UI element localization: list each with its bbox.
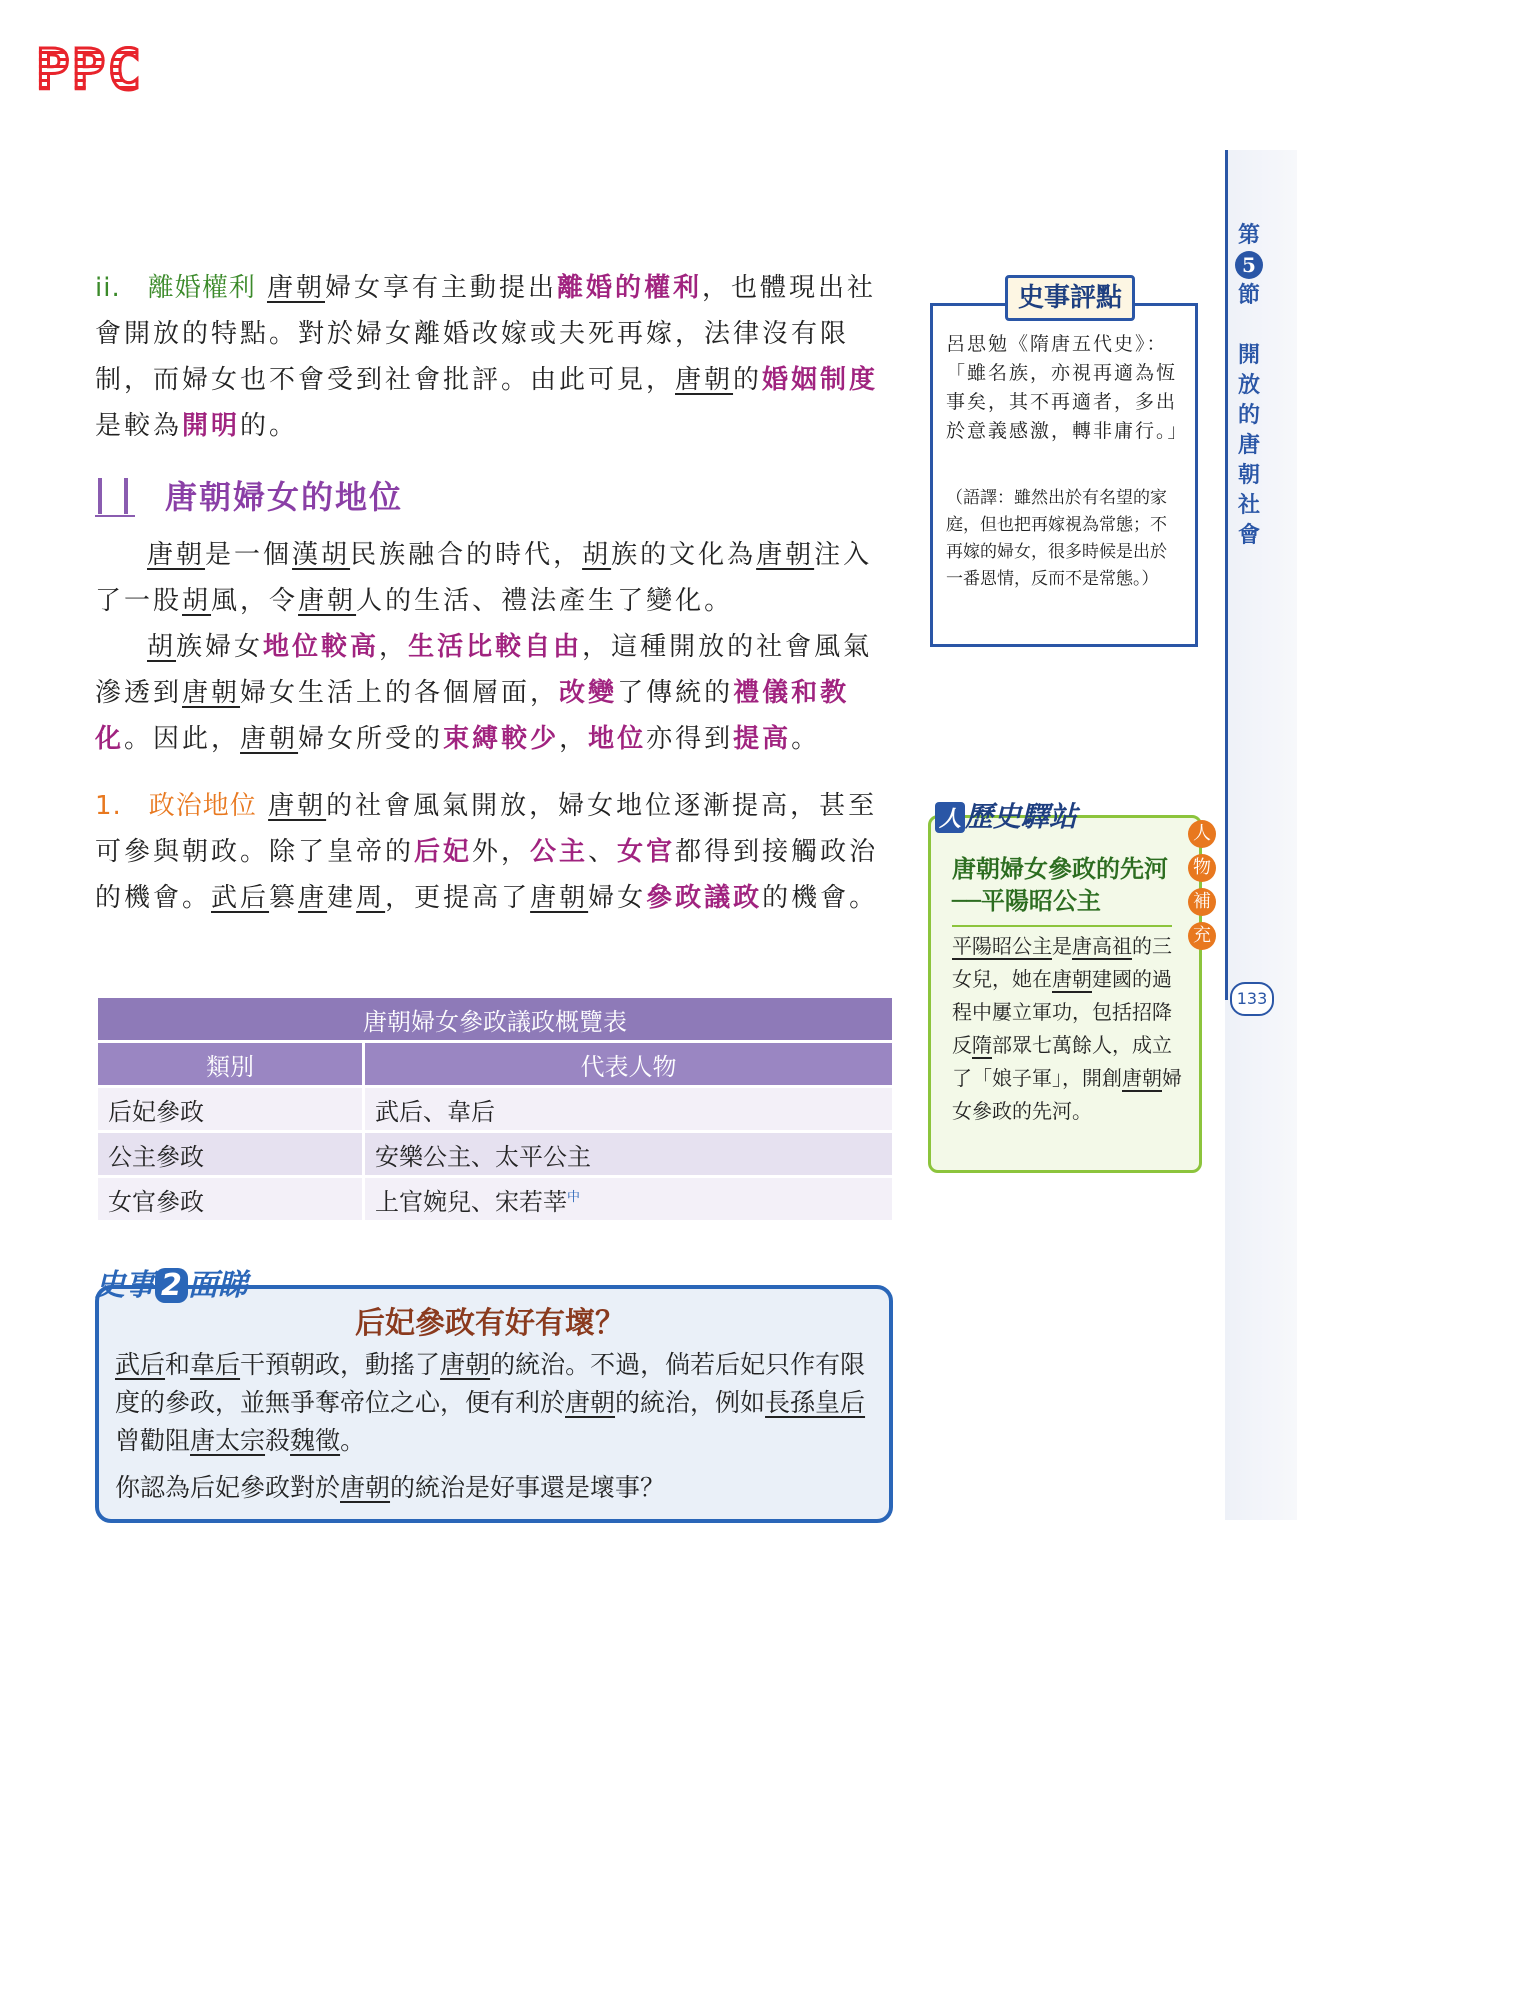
text-span: ，更提高了	[385, 883, 531, 913]
text-span: 周	[356, 883, 386, 913]
text-span: 唐朝	[182, 678, 241, 708]
text-span: 都得到接觸政治的機會。	[95, 837, 879, 913]
text-span: 長孫皇后	[765, 1388, 866, 1417]
chapter-suffix: 節	[1237, 282, 1260, 308]
text-span: 干預朝政，動搖了	[240, 1350, 441, 1379]
politics-label: 1. 政治地位	[95, 791, 257, 821]
text-span: 武后	[211, 883, 270, 913]
text-span: 的。	[240, 411, 299, 441]
table-cell: 公主參政	[98, 1133, 362, 1175]
table-cell: 后妃參政	[98, 1088, 362, 1130]
keyword: 公主	[530, 837, 589, 867]
text-span: 人的生活、禮法產生了變化。	[356, 586, 734, 616]
text-span: 的統治。不過，倘若后妃只作有限度的參政，並無爭奪帝位之心，便有利於	[115, 1350, 866, 1417]
table-cell: 女官參政	[98, 1178, 362, 1220]
text-span: 唐朝	[756, 540, 815, 570]
text-span: 唐高祖	[1072, 934, 1132, 958]
text-span: 建	[327, 883, 357, 913]
text-span: 隋	[972, 1033, 992, 1057]
divorce-paragraph	[95, 265, 895, 449]
badge-text: 面睇	[187, 1268, 248, 1303]
critique-quote: 呂思勉《隋唐五代史》：「雖名族，亦視再適為恆事矣，其不再適者，多出於意義感激，轉非庸行。」	[946, 333, 1189, 442]
text-span: 的	[733, 365, 763, 395]
text-span: 族婦女	[176, 632, 264, 662]
side-char: 人	[1188, 820, 1216, 848]
keyword: 參政議政	[646, 883, 763, 913]
text-span: 唐朝	[530, 883, 589, 913]
keyword: 地位	[588, 724, 647, 754]
table-row	[98, 1178, 892, 1220]
text-span: 。	[340, 1426, 366, 1455]
text-span: 唐朝	[675, 365, 734, 395]
figure-badge	[935, 795, 1077, 835]
text-span: 注入了一股	[95, 540, 873, 616]
table-caption: 唐朝婦女參政議政概覽表	[98, 998, 892, 1040]
text-span: 殺	[265, 1426, 291, 1455]
text-span: 篡	[269, 883, 299, 913]
text-span: 唐朝	[147, 540, 206, 570]
text-span: 建國的過程中屢立軍功，包括招降反	[952, 967, 1172, 1057]
text-span: 唐朝	[268, 791, 327, 821]
heading-underline	[95, 515, 135, 517]
table-row	[98, 1133, 892, 1175]
text-span: 唐朝	[266, 273, 325, 303]
text-span: 的社會風氣開放，婦女地位逐漸提高，甚至可參與朝政。除了皇帝的	[95, 791, 878, 867]
text-span: 族的文化為	[611, 540, 757, 570]
text-span: 亦得到	[646, 724, 734, 754]
critique-translation: （語譯：雖然出於有名望的家庭，但也把再嫁視為常態；不再嫁的婦女，很多時候是出於一番恩情，反而不是常態。）	[946, 488, 1167, 589]
page-number: 133	[1230, 982, 1274, 1016]
keyword: 禮儀和教化	[95, 678, 850, 754]
text-span: 唐太宗	[190, 1426, 266, 1455]
chapter-number: 5	[1235, 251, 1263, 279]
text-span: 。因此，	[124, 724, 241, 754]
text-span: 曾勸阻	[115, 1426, 191, 1455]
text-span: ，也體現出社會開放的特點。對於婦女離婚改嫁或夫死再嫁，法律沒有限制，而婦女也不會受到社會批評。由此可見，	[95, 273, 877, 395]
text-span: 的統治，例如	[615, 1388, 766, 1417]
text-span: 你認為后妃參政對於	[115, 1473, 341, 1502]
person-icon: 人	[935, 802, 965, 833]
text-span: 外，	[472, 837, 531, 867]
divorce-label: ii. 離婚權利	[95, 273, 256, 303]
keyword: 束縛較少	[443, 724, 560, 754]
side-char: 補	[1188, 888, 1216, 916]
table-header: 代表人物	[365, 1043, 892, 1085]
text-span: 、	[588, 837, 618, 867]
keyword: 地位較高	[263, 632, 380, 662]
chapter-title: 開放的唐朝社會	[1237, 342, 1260, 548]
keyword: 后妃	[414, 837, 473, 867]
text-span: 的三女兒，她在	[952, 934, 1172, 991]
section-paragraph-1	[95, 532, 895, 624]
text-span: 婦女參政的先河。	[952, 1066, 1182, 1123]
text-span: 唐朝	[1052, 967, 1092, 991]
text-span: 唐朝	[340, 1473, 391, 1502]
text-span: 了傳統的	[617, 678, 734, 708]
side-char: 充	[1188, 922, 1216, 950]
keyword: 婚姻制度	[762, 365, 879, 395]
table-cell: 安樂公主、太平公主	[365, 1133, 892, 1175]
text-span: 的統治是好事還是壞事？	[390, 1473, 666, 1502]
side-char: 物	[1188, 854, 1216, 882]
table-row	[98, 1088, 892, 1130]
section-paragraph-2	[95, 624, 895, 762]
text-span: ，	[559, 724, 589, 754]
badge-text: 史事	[95, 1268, 155, 1303]
two-sides-question: 后妃參政有好有壞？	[355, 1306, 625, 1341]
text-span: 韋后	[190, 1350, 241, 1379]
text-span: 唐朝	[565, 1388, 616, 1417]
section-title: 唐朝婦女的地位	[165, 478, 404, 516]
text-span: 婦女享有主動提出	[325, 273, 558, 303]
politics-paragraph	[95, 783, 895, 921]
cell-text: 上官婉兒、宋若莘	[375, 1187, 567, 1216]
section-number-icon	[98, 478, 128, 514]
table-header: 類別	[98, 1043, 362, 1085]
text-span: 唐朝	[1122, 1066, 1162, 1090]
table-cell: 武后、韋后	[365, 1088, 892, 1130]
keyword: 女官	[617, 837, 676, 867]
text-span: ，	[379, 632, 409, 662]
text-span: 胡	[147, 632, 177, 662]
text-span: 是較為	[95, 411, 183, 441]
text-span: 武后	[115, 1350, 166, 1379]
text-span: 婦女所受的	[298, 724, 444, 754]
text-span: ，這種開放的社會風氣滲透到	[95, 632, 873, 708]
chapter-prefix: 第	[1237, 222, 1260, 248]
table-cell	[365, 1178, 892, 1220]
keyword: 離婚的權利	[557, 273, 703, 303]
text-span: 唐朝	[440, 1350, 491, 1379]
text-span: 漢	[292, 540, 322, 570]
text-span: 唐朝	[240, 724, 299, 754]
text-span: 是一個	[205, 540, 293, 570]
text-span: 婦女生活上的各個層面，	[240, 678, 560, 708]
text-span: 部眾七萬餘人，成立了「娘子軍」，開創	[952, 1033, 1172, 1090]
critique-badge: 史事評點	[1005, 275, 1135, 321]
text-span: 魏徵	[290, 1426, 341, 1455]
ppc-logo: PPC	[36, 38, 144, 103]
text-span: 風，令	[211, 586, 299, 616]
strip-divider	[1225, 150, 1228, 1000]
badge-number: 2	[155, 1268, 188, 1303]
text-span: 胡	[582, 540, 612, 570]
text-span: 平陽昭公主	[952, 934, 1052, 958]
figure-side-tag	[1188, 820, 1216, 956]
text-span: 胡	[182, 586, 212, 616]
text-span: 的機會。	[762, 883, 879, 913]
keyword: 生活比較自由	[408, 632, 583, 662]
keyword: 提高	[733, 724, 792, 754]
text-span: 唐	[298, 883, 328, 913]
text-span: 。	[791, 724, 821, 754]
text-span: 唐朝	[298, 586, 357, 616]
chapter-label	[1232, 220, 1266, 550]
two-sides-ask	[115, 1468, 875, 1504]
text-span: 胡	[321, 540, 351, 570]
keyword: 開明	[182, 411, 241, 441]
text-span: 民族融合的時代，	[350, 540, 583, 570]
figure-title: 唐朝婦女參政的先河──平陽昭公主	[952, 855, 1168, 915]
participation-table	[95, 995, 895, 1223]
figure-divider	[952, 925, 1172, 927]
text-span: 婦女	[588, 883, 647, 913]
text-span: 和	[165, 1350, 191, 1379]
badge-text: 歷史驛站	[965, 800, 1078, 833]
footnote-mark: 中	[567, 1189, 581, 1205]
figure-body	[952, 930, 1182, 1128]
keyword: 改變	[559, 678, 618, 708]
two-sides-body	[115, 1346, 875, 1460]
text-span: 是	[1052, 934, 1072, 958]
